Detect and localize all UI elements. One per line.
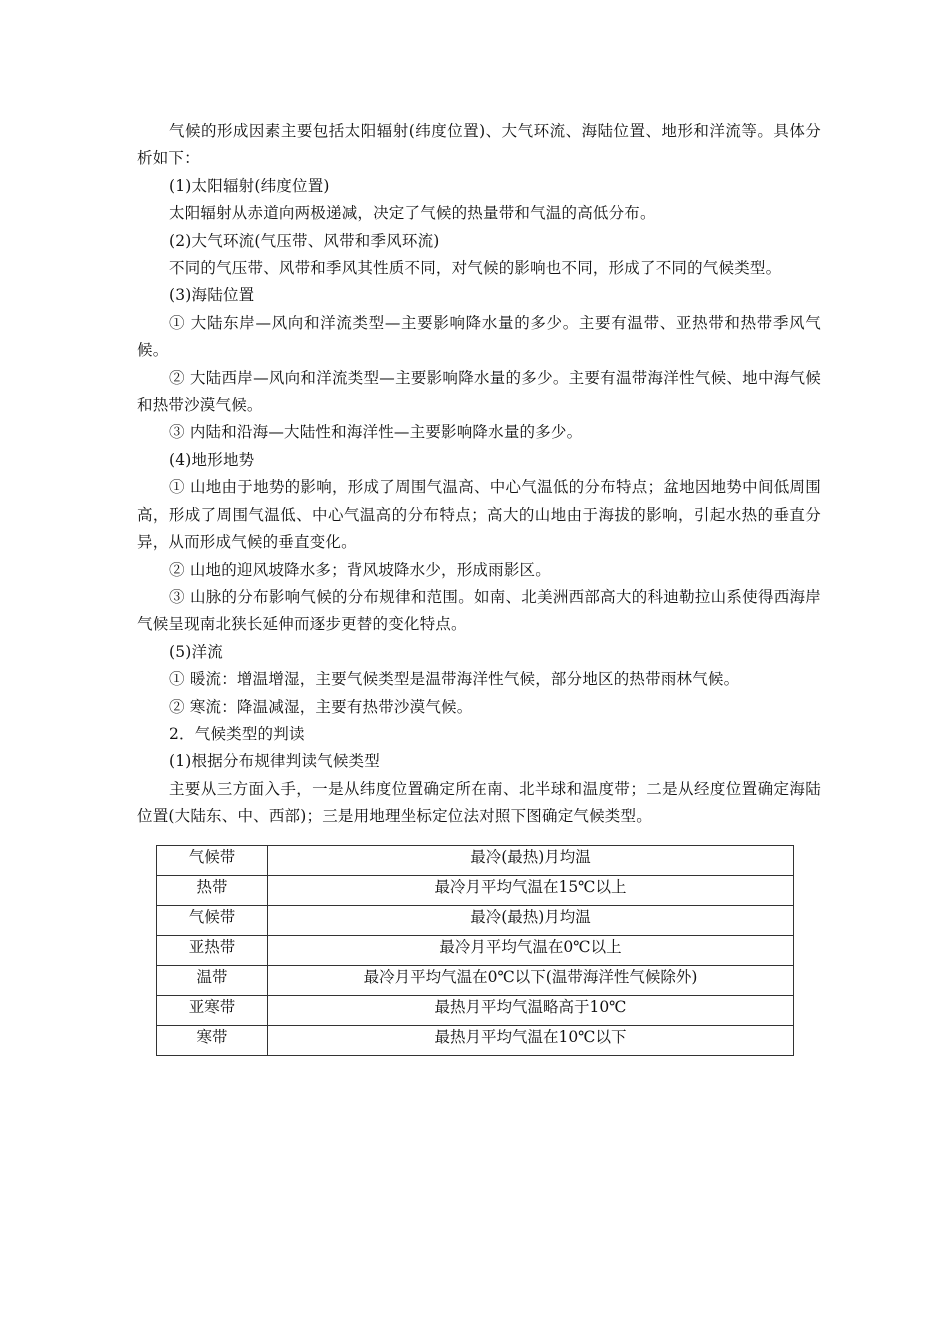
table-cell-zone: 温带 [157, 966, 268, 996]
heading-climate-type-reading: 2．气候类型的判读 [169, 724, 305, 743]
heading-distribution-rule: (1)根据分布规律判读气候类型 [169, 752, 380, 771]
paragraph-terrain-1: ① 山地由于地势的影响，形成了周围气温高、中心气温低的分布特点；盆地因地势中间低周围高，形成了周围气温低、中心气温高的分布特点；高大的山地由于海拔的影响，引起水热的垂直分异，从而形成气候的垂直变化。 [137, 478, 821, 552]
paragraph-east-coast: ① 大陆东岸—风向和洋流类型—主要影响降水量的多少。主要有温带、亚热带和热带季风气候。 [137, 313, 821, 360]
table-row [157, 846, 794, 876]
heading-atmospheric-circulation: (2)大气环流(气压带、风带和季风环流) [169, 231, 440, 250]
table-row [157, 996, 794, 1026]
table-cell-temperature: 最冷(最热)月均温 [268, 846, 794, 876]
table-cell-zone: 热带 [157, 876, 268, 906]
heading-ocean-currents: (5)洋流 [169, 642, 223, 661]
paragraph-intro: 气候的形成因素主要包括太阳辐射(纬度位置)、大气环流、海陆位置、地形和洋流等。具体分析如下： [137, 122, 821, 168]
paragraph-inland-coastal: ③ 内陆和沿海—大陆性和海洋性—主要影响降水量的多少。 [169, 423, 583, 442]
document-body [137, 118, 821, 831]
paragraph-cold-current: ② 寒流：降温减湿，主要有热带沙漠气候。 [169, 697, 473, 716]
paragraph-distribution-rule: 主要从三方面入手，一是从纬度位置确定所在南、北半球和温度带；二是从经度位置确定海陆位置(大陆东、中、西部)；三是用地理坐标定位法对照下图确定气候类型。 [137, 779, 821, 826]
heading-solar-radiation: (1)太阳辐射(纬度位置) [169, 176, 330, 195]
table-cell-temperature: 最热月平均气温在10℃以下 [268, 1026, 794, 1056]
paragraph-terrain-2: ② 山地的迎风坡降水多；背风坡降水少，形成雨影区。 [169, 560, 551, 579]
table-cell-temperature: 最冷月平均气温在15℃以上 [268, 876, 794, 906]
heading-land-sea-position: (3)海陆位置 [169, 286, 255, 305]
table-cell-zone: 亚寒带 [157, 996, 268, 1026]
paragraph-warm-current: ① 暖流：增温增湿，主要气候类型是温带海洋性气候，部分地区的热带雨林气候。 [169, 670, 740, 689]
table-row [157, 1026, 794, 1056]
table-cell-temperature: 最冷(最热)月均温 [268, 906, 794, 936]
paragraph-terrain-3: ③ 山脉的分布影响气候的分布规律和范围。如南、北美洲西部高大的科迪勒拉山系使得西海岸气候呈现南北狭长延伸而逐步更替的变化特点。 [137, 587, 821, 634]
table-cell-zone: 寒带 [157, 1026, 268, 1056]
table-row [157, 906, 794, 936]
table-cell-temperature: 最热月平均气温略高于10℃ [268, 996, 794, 1026]
table-cell-temperature: 最冷月平均气温在0℃以上 [268, 936, 794, 966]
paragraph-west-coast: ② 大陆西岸—风向和洋流类型—主要影响降水量的多少。主要有温带海洋性气候、地中海气候和热带沙漠气候。 [137, 368, 821, 415]
heading-terrain: (4)地形地势 [169, 450, 255, 469]
table-row [157, 936, 794, 966]
table-row [157, 876, 794, 906]
table-cell-zone: 亚热带 [157, 936, 268, 966]
paragraph-solar-radiation: 太阳辐射从赤道向两极递减，决定了气候的热量带和气温的高低分布。 [169, 204, 656, 223]
table-cell-zone: 气候带 [157, 906, 268, 936]
table-cell-zone: 气候带 [157, 846, 268, 876]
climate-zone-table-container [156, 845, 794, 1056]
table-row [157, 966, 794, 996]
climate-zone-table [156, 845, 794, 1056]
table-cell-temperature: 最冷月平均气温在0℃以下(温带海洋性气候除外) [268, 966, 794, 996]
paragraph-atmospheric-circulation: 不同的气压带、风带和季风其性质不同，对气候的影响也不同，形成了不同的气候类型。 [169, 259, 782, 278]
